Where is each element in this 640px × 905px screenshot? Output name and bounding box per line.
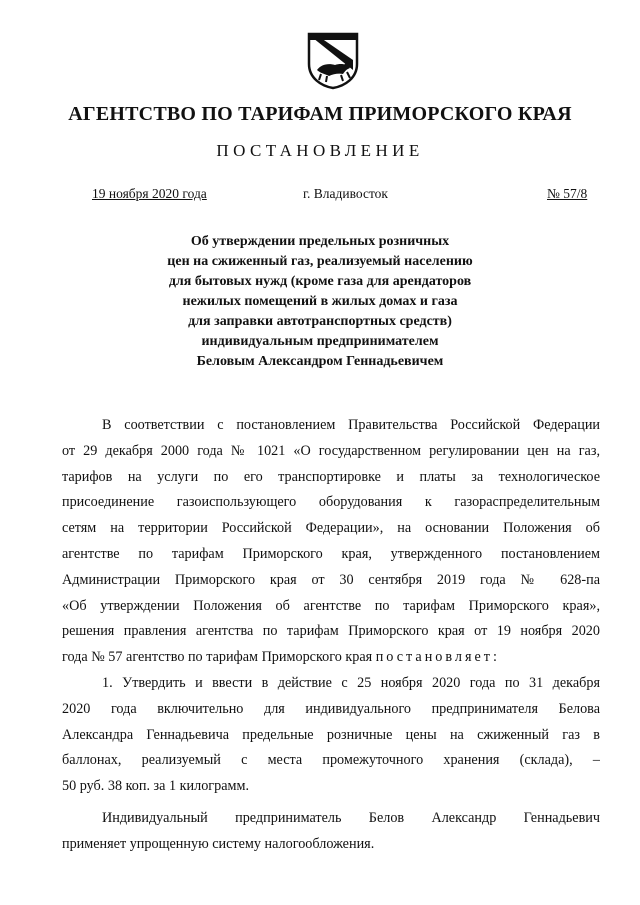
body-line-prefix: года № 57 агентство по тарифам Приморского края	[62, 649, 376, 666]
agency-name: АГЕНТСТВО ПО ТАРИФАМ ПРИМОРСКОГО КРАЯ	[68, 103, 572, 125]
document-meta-row	[0, 186, 640, 206]
body-line: В соответствии с постановлением Правительства Российской Федерации	[102, 417, 600, 433]
clause-1-paragraph	[62, 671, 600, 800]
body-line: 50 руб. 38 коп. за 1 килограмм.	[62, 778, 250, 795]
body-line: «Об утверждении Положения об агентстве по тарифам Приморского края»,	[62, 597, 600, 614]
title-line: цен на сжиженный газ, реализуемый населению	[167, 254, 473, 269]
document-number: № 57/8	[547, 186, 588, 201]
body-line	[62, 645, 600, 671]
body-line: сетям на территории Российской Федерации», на основании Положения об	[62, 520, 600, 537]
title-line: Беловым Александром Геннадьевичем	[196, 354, 444, 369]
body-line: присоединение газоиспользующего оборудования к газораспределительным	[62, 494, 600, 511]
body-line: 2020 года включительно для индивидуального предпринимателя Белова	[62, 700, 600, 717]
body-line: 1. Утвердить и ввести в действие с 25 ноября 2020 года по 31 декабря	[102, 674, 600, 691]
body-line: Индивидуальный предприниматель Белов Александр Геннадьевич	[102, 809, 600, 826]
title-line: Об утверждении предельных розничных	[190, 234, 450, 249]
title-line: нежилых помещений в жилых домах и газа	[182, 294, 458, 309]
resolution-keyword: постановляет:	[375, 649, 500, 666]
body-line: от 29 декабря 2000 года № 1021 «О государственном регулировании цен на газ,	[62, 442, 600, 459]
body-line: тарифов на услуги по его транспортировке и платы за технологическое	[62, 468, 600, 485]
body-line: баллонах, реализуемый с места промежуточного хранения (склада), –	[62, 752, 600, 769]
title-line: индивидуальным предпринимателем	[201, 334, 439, 349]
primorsky-krai-coat-of-arms-icon	[303, 30, 363, 90]
document-type: ПОСТАНОВЛЕНИЕ	[216, 141, 424, 160]
title-line: для бытовых нужд (кроме газа для арендаторов	[168, 274, 472, 289]
title-line: для заправки автотранспортных средств)	[188, 314, 452, 329]
body-line: агентстве по тарифам Приморского края, утвержденного постановлением	[62, 545, 600, 562]
body-line: применяет упрощенную систему налогообложения.	[62, 835, 375, 852]
preamble-paragraph	[62, 413, 600, 671]
body-line: Александра Геннадьевича предельные розничные цены на сжиженный газ в	[62, 726, 600, 743]
document-title	[0, 232, 640, 372]
document-city: г. Владивосток	[303, 186, 388, 201]
body-line: решения правления агентства по тарифам Приморского края от 19 ноября 2020	[62, 623, 600, 640]
document-date: 19 ноября 2020 года	[92, 186, 207, 201]
body-line: Администрации Приморского края от 30 сентября 2019 года № 628-па	[62, 571, 600, 588]
tax-paragraph	[62, 806, 600, 858]
document-body	[62, 413, 600, 858]
